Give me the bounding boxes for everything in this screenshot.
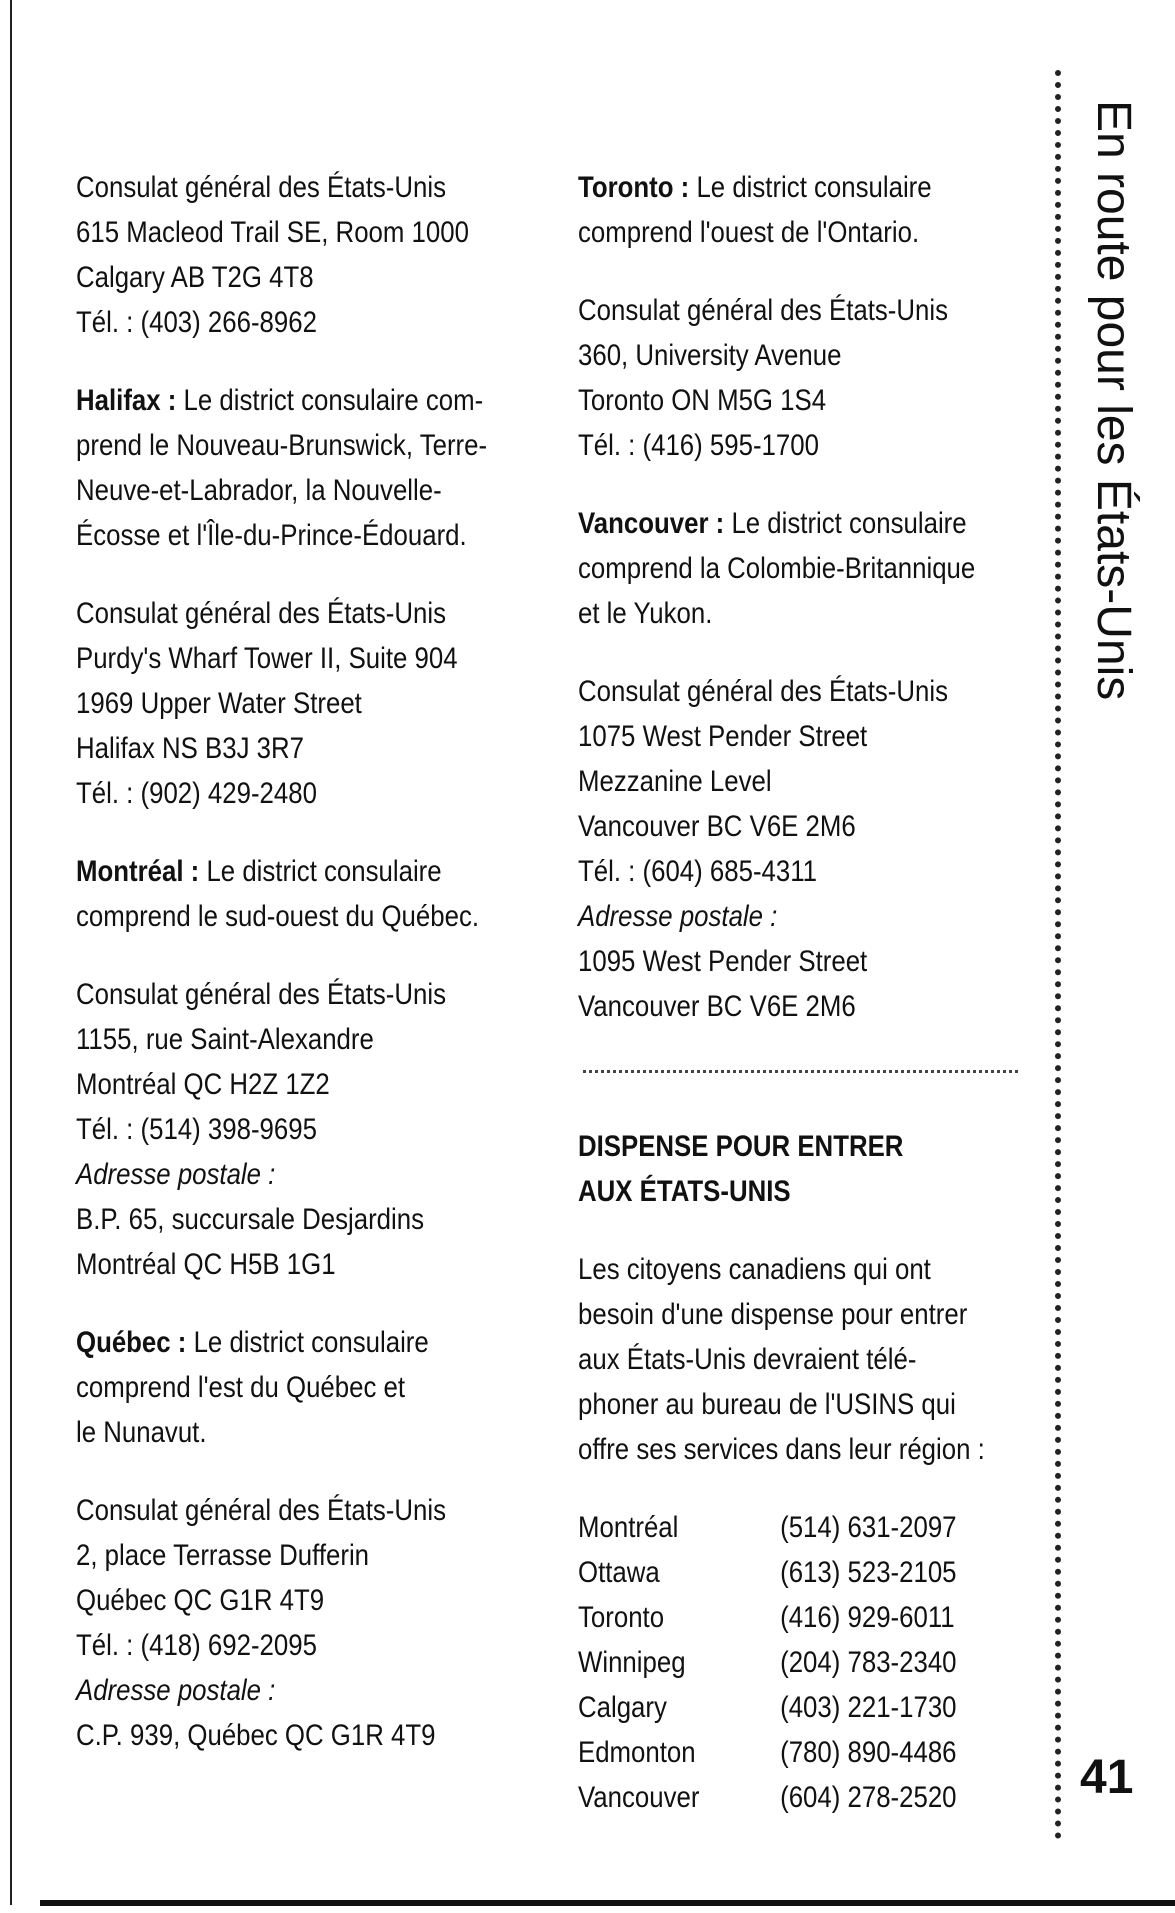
address-line: Consulat général des États-Unis [578,294,949,327]
district-label: Québec : [76,1326,187,1359]
phone-table [578,1505,999,1820]
phone-number: (613) 523-2105 [780,1556,957,1589]
address-line: Québec QC G1R 4T9 [76,1584,325,1617]
address-line: Consulat général des États-Unis [76,597,447,630]
address-line: Consulat général des États-Unis [76,1494,447,1527]
phone-city: Edmonton [578,1736,696,1769]
section-heading [578,1124,999,1214]
address-line: Calgary AB T2G 4T8 [76,261,314,294]
dotted-vertical-rule [1055,70,1061,1840]
phone-city: Vancouver [578,1781,700,1814]
district-text: prend le Nouveau-Brunswick, Terre- [76,429,488,462]
left-column [76,165,532,1791]
address-line: 360, University Avenue [578,339,842,372]
phone-number: (416) 929-6011 [780,1601,955,1634]
toronto-district [578,165,999,255]
district-text: Le district consulaire [696,171,932,204]
postal-line: Montréal QC H5B 1G1 [76,1248,336,1281]
dotted-separator [583,1070,1018,1073]
intro-line: aux États-Unis devraient télé- [578,1343,917,1376]
address-line: 2, place Terrasse Dufferin [76,1539,370,1572]
right-column [578,165,999,1820]
page-number: 41 [1080,1751,1134,1804]
running-title [1078,100,1148,720]
phone-number: (604) 278-2520 [780,1781,957,1814]
address-line: Consulat général des États-Unis [76,171,447,204]
district-label: Montréal : [76,855,200,888]
district-text: Le district consulaire com- [183,384,484,417]
toronto-address [578,288,999,468]
district-text: Le district consulaire [193,1326,429,1359]
district-text: comprend l'est du Québec et [76,1371,406,1404]
district-label: Toronto : [578,171,690,204]
postal-line: B.P. 65, succursale Desjardins [76,1203,425,1236]
vancouver-district [578,501,999,636]
district-text: comprend le sud-ouest du Québec. [76,900,480,933]
address-line: 615 Macleod Trail SE, Room 1000 [76,216,469,249]
intro-paragraph [578,1247,999,1472]
halifax-address [76,591,532,816]
phone-city: Calgary [578,1691,667,1724]
quebec-address [76,1488,532,1758]
district-text: et le Yukon. [578,597,713,630]
district-text: Le district consulaire [206,855,442,888]
phone-number: (780) 890-4486 [780,1736,957,1769]
montreal-district [76,849,532,939]
district-text: Écosse et l'Île-du-Prince-Édouard. [76,519,467,552]
phone-line: Tél. : (416) 595-1700 [578,429,819,462]
address-line: Mezzanine Level [578,765,772,798]
postal-label: Adresse postale : [578,900,778,933]
heading-line: DISPENSE POUR ENTRER [578,1130,904,1163]
district-label: Vancouver : [578,507,725,540]
phone-line: Tél. : (418) 692-2095 [76,1629,317,1662]
phone-number: (403) 221-1730 [780,1691,957,1724]
address-line: Halifax NS B3J 3R7 [76,732,304,765]
halifax-district [76,378,532,558]
phone-city: Ottawa [578,1556,660,1589]
postal-line: 1095 West Pender Street [578,945,868,978]
address-line: 1075 West Pender Street [578,720,868,753]
address-line: Montréal QC H2Z 1Z2 [76,1068,330,1101]
phone-line: Tél. : (902) 429-2480 [76,777,317,810]
phone-line: Tél. : (604) 685-4311 [578,855,818,888]
vancouver-address [578,669,999,1029]
montreal-address [76,972,532,1287]
phone-line: Tél. : (514) 398-9695 [76,1113,317,1146]
phone-line: Tél. : (403) 266-8962 [76,306,317,339]
postal-label: Adresse postale : [76,1158,276,1191]
heading-line: AUX ÉTATS-UNIS [578,1175,791,1208]
district-label: Halifax : [76,384,177,417]
postal-line: C.P. 939, Québec QC G1R 4T9 [76,1719,436,1752]
district-text: Neuve-et-Labrador, la Nouvelle- [76,474,442,507]
intro-line: phoner au bureau de l'USINS qui [578,1388,956,1421]
page-bottom-border [40,1900,1175,1906]
address-line: Purdy's Wharf Tower II, Suite 904 [76,642,458,675]
phone-city: Montréal [578,1511,679,1544]
quebec-district [76,1320,532,1455]
intro-line: offre ses services dans leur région : [578,1433,985,1466]
address-line: Consulat général des États-Unis [76,978,447,1011]
address-line: Consulat général des États-Unis [578,675,949,708]
phone-number: (204) 783-2340 [780,1646,957,1679]
intro-line: besoin d'une dispense pour entrer [578,1298,968,1331]
phone-number: (514) 631-2097 [780,1511,957,1544]
district-text: le Nunavut. [76,1416,207,1449]
address-line: Vancouver BC V6E 2M6 [578,810,856,843]
postal-line: Vancouver BC V6E 2M6 [578,990,856,1023]
calgary-address [76,165,532,345]
postal-label: Adresse postale : [76,1674,276,1707]
district-text: Le district consulaire [731,507,967,540]
district-text: comprend l'ouest de l'Ontario. [578,216,920,249]
phone-city: Winnipeg [578,1646,686,1679]
phone-city: Toronto [578,1601,665,1634]
running-title-text: En route pour les États-Unis [1087,100,1140,701]
address-line: 1155, rue Saint-Alexandre [76,1023,374,1056]
intro-line: Les citoyens canadiens qui ont [578,1253,931,1286]
district-text: comprend la Colombie-Britannique [578,552,976,585]
page-left-border [10,0,12,1905]
address-line: Toronto ON M5G 1S4 [578,384,827,417]
address-line: 1969 Upper Water Street [76,687,362,720]
